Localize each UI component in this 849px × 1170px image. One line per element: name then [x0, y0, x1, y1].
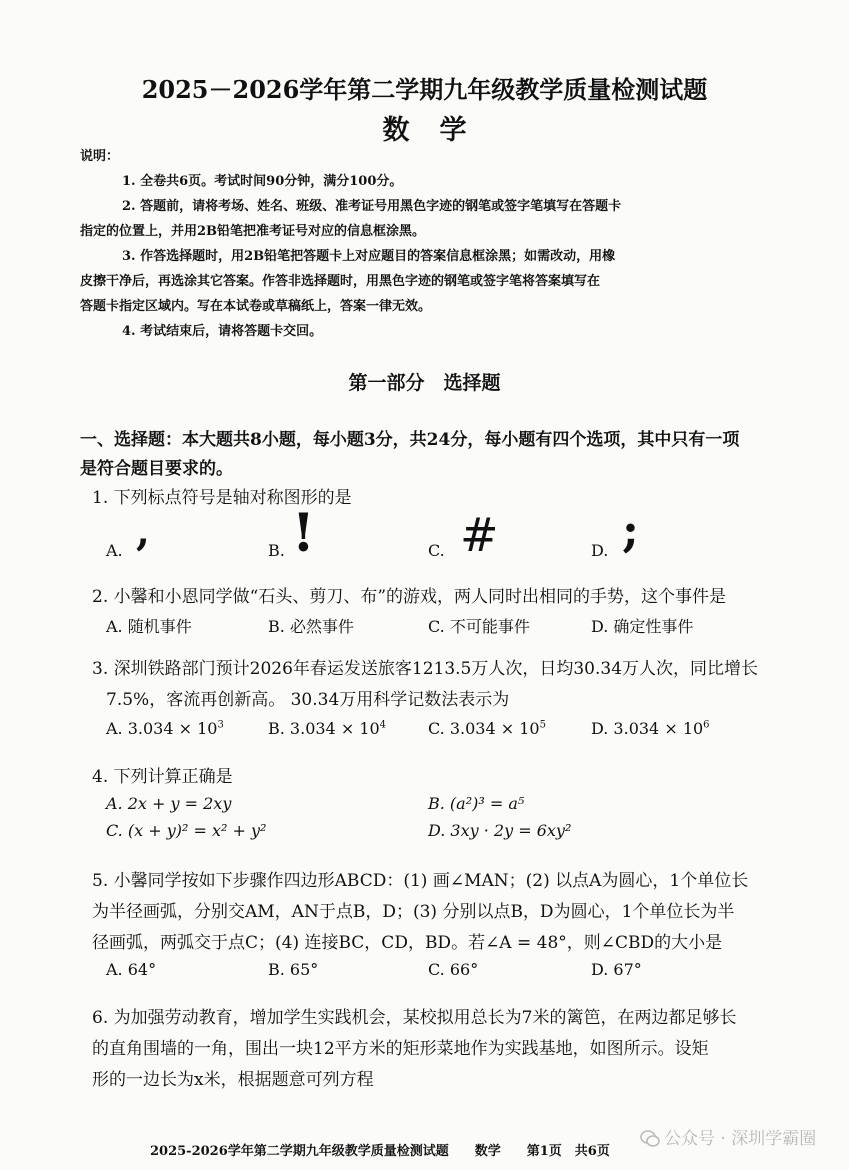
question-4-stem: 4. 下列计算正确是: [92, 767, 233, 787]
option-c-label: C.: [428, 541, 445, 560]
section-heading-cont: 是符合题目要求的。: [80, 459, 233, 479]
question-2-option-b: B. 必然事件: [268, 617, 354, 636]
question-6-stem: 6. 为加强劳动教育，增加学生实践机会，某校拟用总长为7米的篱笆，在两边都足够长: [92, 1008, 737, 1028]
question-4-option-c: C. (x + y)² = x² + y²: [106, 821, 267, 840]
wechat-icon: [640, 1130, 660, 1148]
question-2-stem: 2. 小馨和小恩同学做“石头、剪刀、布”的游戏，两人同时出相同的手势，这个事件是: [92, 587, 727, 607]
question-5-option-a: A. 64°: [106, 960, 157, 979]
exclamation-glyph: !: [292, 503, 315, 564]
exam-title: 2025－2026学年第二学期九年级教学质量检测试题: [141, 75, 708, 104]
comma-glyph: ,: [136, 508, 150, 555]
option-a-label: A.: [106, 541, 123, 560]
instructions-heading: 说明：: [80, 149, 120, 164]
question-5-stem-cont: 为半径画弧，分别交AM，AN于点B，D；(3) 分别以点B，D为圆心，1个单位长为半: [92, 902, 735, 922]
instruction-line: 指定的位置上，并用2B铅笔把准考证号对应的信息框涂黑。: [80, 224, 426, 239]
question-6-stem-cont: 形的一边长为x米，根据题意可列方程: [92, 1070, 374, 1090]
question-3-stem: 3. 深圳铁路部门预计2026年春运发送旅客1213.5万人次，日均30.34万人次，同比增长: [92, 659, 759, 679]
hash-glyph: #: [460, 508, 499, 562]
question-6-stem-cont: 的直角围墙的一角，围出一块12平方米的矩形菜地作为实践基地，如图所示。设矩: [92, 1039, 709, 1059]
question-2-option-d: D. 确定性事件: [591, 617, 694, 636]
question-1-stem: 1. 下列标点符号是轴对称图形的是: [92, 488, 352, 508]
question-4-option-b: B. (a²)³ = a⁵: [428, 794, 525, 813]
question-5-option-b: B. 65°: [268, 960, 319, 979]
instruction-line: 2. 答题前，请将考场、姓名、班级、准考证号用黑色字迹的钢笔或签字笔填写在答题卡: [122, 199, 622, 214]
question-4-option-d: D. 3xy · 2y = 6xy²: [428, 821, 572, 840]
option-b-label: B.: [268, 541, 285, 560]
question-5-option-d: D. 67°: [591, 960, 642, 979]
watermark-text: 公众号 · 深圳学霸圈: [664, 1129, 817, 1149]
page-footer: 2025-2026学年第二学期九年级教学质量检测试题 数学 第1页 共6页: [150, 1144, 610, 1159]
instruction-line: 1. 全卷共6页。考试时间90分钟，满分100分。: [122, 174, 403, 189]
question-3-stem-cont: 7.5%，客流再创新高。 30.34万用科学记数法表示为: [106, 690, 510, 710]
option-d-label: D.: [591, 541, 609, 560]
semicolon-glyph: ;: [622, 503, 639, 557]
subject-title: 数学: [382, 115, 497, 146]
part-title: 第一部分 选择题: [348, 372, 501, 394]
question-2-option-c: C. 不可能事件: [428, 617, 530, 636]
instruction-line: 4. 考试结束后，请将答题卡交回。: [122, 324, 323, 339]
question-2-option-a: A. 随机事件: [106, 617, 192, 636]
question-3-option-d: D. $3.034 \times 10^6$: [591, 719, 710, 738]
question-3-option-a: A. $3.034 \times 10^3$: [106, 719, 224, 738]
section-heading: 一、选择题：本大题共8小题，每小题3分，共24分，每小题有四个选项，其中只有一项: [80, 430, 740, 450]
question-5-stem: 5. 小馨同学按如下步骤作四边形ABCD：(1) 画∠MAN；(2) 以点A为圆心，1个单位长: [92, 871, 749, 891]
question-5-stem-cont: 径画弧，两弧交于点C；(4) 连接BC，CD，BD。若∠A = 48°，则∠CBD的大小是: [92, 933, 723, 953]
watermark: [640, 1124, 816, 1149]
question-3-option-b: B. $3.034 \times 10^4$: [268, 719, 387, 738]
instruction-line: 3. 作答选择题时，用2B铅笔把答题卡上对应题目的答案信息框涂黑；如需改动，用橡: [122, 249, 616, 264]
instruction-line: 答题卡指定区域内。写在本试卷或草稿纸上，答案一律无效。: [80, 299, 432, 314]
instruction-line: 皮擦干净后，再选涂其它答案。作答非选择题时，用黑色字迹的钢笔或签字笔将答案填写在: [80, 274, 601, 289]
question-4-option-a: A. 2x + y = 2xy: [106, 794, 232, 813]
question-3-option-c: C. $3.034 \times 10^5$: [428, 719, 546, 738]
question-5-option-c: C. 66°: [428, 960, 479, 979]
